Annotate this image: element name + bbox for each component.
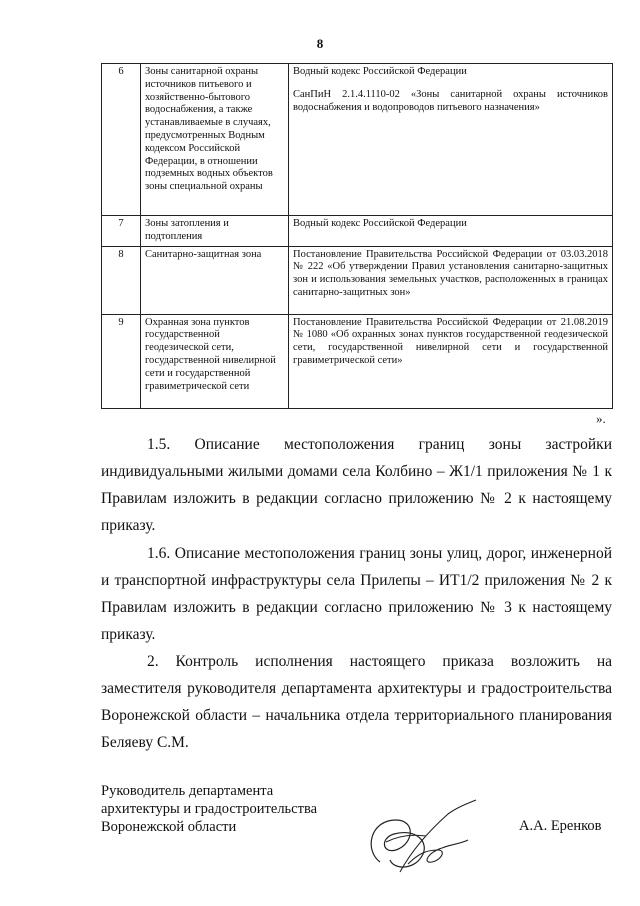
row-number: 9	[102, 314, 141, 408]
row-number: 6	[102, 64, 141, 216]
paragraph-2: 2. Контроль исполнения настоящего приказа возложить на заместителя руководителя департамента архитектуры и градостроительства Воронежской области – начальника отдела территориального планирования Беляеву С.М.	[101, 653, 612, 751]
zone-name: Санитарно-защитная зона	[141, 246, 289, 314]
page-number: 8	[316, 36, 324, 51]
regulatory-docs	[289, 64, 613, 216]
regulatory-docs	[289, 314, 613, 408]
position-line: Воронежской области	[101, 819, 237, 835]
doc-item: Постановление Правительства Российской Федерации от 21.08.2019 № 1080 «Об охранных зонах пунктов государственной геодезической сети, государственной нивелирной сети и государственной гравиметрической сети»	[293, 316, 608, 366]
doc-item: Постановление Правительства Российской Федерации от 03.03.2018 № 222 «Об утверждении Правил установления санитарно-защитных зон и использования земельных участков, расположенных в границах санитарно-защитных зон»	[293, 248, 608, 298]
doc-item: СанПиН 2.1.4.1110-02 «Зоны санитарной охраны источников водоснабжения и водопроводов питьевого назначения»	[293, 88, 608, 113]
table-closing-mark: ».	[596, 411, 606, 426]
table-row	[102, 314, 613, 408]
row-number: 8	[102, 246, 141, 314]
position-line: архитектуры и градостроительства	[101, 801, 318, 817]
zone-name: Зоны санитарной охраны источников питьевого и хозяйственно-бытового водоснабжения, а также устанавливаемые в случаях, предусмотренных Водным кодексом Российской Федерации, в отношении подземных водных объектов зоны специальной охраны	[141, 64, 289, 216]
signatory-name: А.А. Еренков	[519, 818, 602, 834]
paragraph-1-6: 1.6. Описание местоположения границ зоны улиц, дорог, инженерной и транспортной инфраструктуры села Прилепы – ИТ1/2 приложения № 2 к Правилам изложить в редакции согласно приложению № 3 к настоящему приказу.	[101, 545, 612, 643]
zones-table	[101, 63, 613, 409]
table-row	[102, 64, 613, 216]
table-row	[102, 216, 613, 247]
doc-item: Водный кодекс Российской Федерации	[293, 218, 467, 229]
table-row	[102, 246, 613, 314]
position-line: Руководитель департамента	[101, 783, 274, 799]
zone-name: Зоны затопления и подтопления	[141, 216, 289, 247]
signatory-position	[101, 782, 317, 836]
regulatory-docs	[289, 246, 613, 314]
handwritten-signature	[356, 790, 488, 886]
zone-name: Охранная зона пунктов государственной геодезической сети, государственной нивелирной сети и государственной гравиметрической сети	[141, 314, 289, 408]
doc-item: Водный кодекс Российской Федерации	[293, 66, 467, 77]
regulatory-docs	[289, 216, 613, 247]
row-number: 7	[102, 216, 141, 247]
paragraph-1-5: 1.5. Описание местоположения границ зоны застройки индивидуальными жилыми домами села Колбино – Ж1/1 приложения № 1 к Правилам изложить в редакции согласно приложению № 2 к настоящему приказу.	[101, 436, 612, 534]
